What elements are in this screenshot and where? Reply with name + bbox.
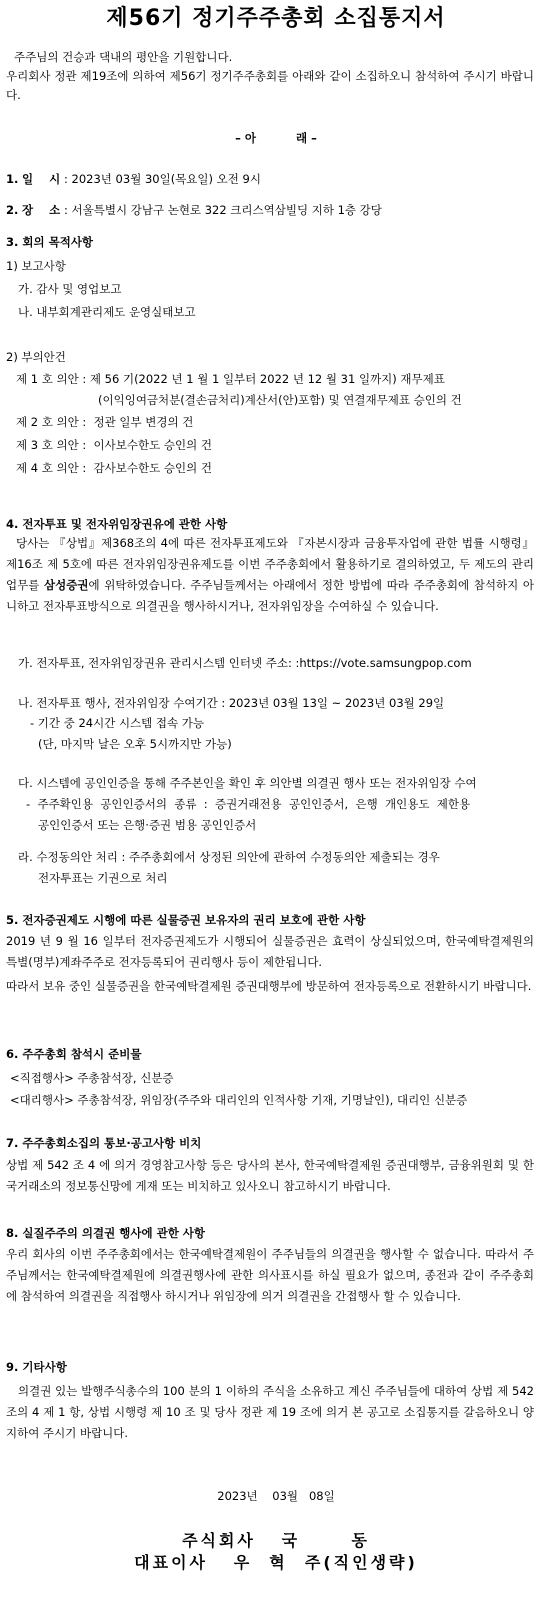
agenda-item-2: 제 2 호 의안 : 정관 일부 변경의 건 — [16, 415, 194, 429]
section-1-number: 1. — [6, 172, 19, 186]
agenda-item-1-cont: (이익잉여금처분(결손금처리)계산서(안)포함) 및 연결재무제표 승인의 건 — [98, 393, 462, 407]
agenda-item-4: 제 4 호 의안 : 감사보수한도 승인의 건 — [16, 461, 212, 475]
proxy-attendance-items: <대리행사> 주총참석장, 위임장(주주와 대리인의 인적사항 기재, 기명날인), 대리인 신분증 — [10, 1093, 468, 1107]
section-2-number: 2. — [6, 203, 19, 217]
section-7-heading: 7. 주주총회소집의 통보·공고사항 비치 — [6, 1136, 202, 1150]
section-4-heading: 4. 전자투표 및 전자위임장권유에 관한 사항 — [6, 517, 228, 531]
section-9-paragraph: 의결권 있는 발행주식총수의 100 분의 1 이하의 주식을 소유하고 계신 주주님들에 대하여 상법 제 542 조의 4 제 1 항, 상법 시행령 제 10 조 및 당사 정관 제 19 조에 의거 본 공고로 소집통지를 갈음하오니 양지하여 주시기 바랍니다. — [6, 1384, 534, 1440]
resolution-heading: 2) 부의안건 — [6, 350, 66, 364]
e-voting-item-ra: 라. 수정동의안 처리 : 주주총회에서 상정된 의안에 관하여 수정동의안 제출되는 경우 — [18, 850, 440, 864]
section-5-heading: 5. 전자증권제도 시행에 따른 실물증권 보유자의 권리 보호에 관한 사항 — [6, 913, 366, 927]
ceo-signature: 대표이사 우 혁 주(직인생략) — [134, 1553, 418, 1572]
e-voting-item-na: 나. 전자투표 행사, 전자위임장 수여기간 : 2023년 03월 13일 ~ 2023년 03월 29일 — [18, 696, 445, 710]
page-title: 제56기 정기주주총회 소집통지서 — [106, 6, 446, 31]
e-voting-item-ra-sub: 전자투표는 기권으로 처리 — [38, 871, 168, 885]
agent-name: 삼성증권 — [44, 578, 89, 592]
e-voting-item-na-sub: - 기간 중 24시간 시스템 접속 가능 — [30, 716, 205, 730]
company-name: 주식회사 국 동 — [182, 1531, 370, 1550]
section-5-paragraph-1: 2019 년 9 월 16 일부터 전자증권제도가 시행되어 실물증권은 효력이 상실되었으며, 한국예탁결제원의 특별(명부)계좌주주로 전자등록되어 권리행사 등이 제한됩니다. — [6, 934, 534, 969]
section-8-heading: 8. 실질주주의 의결권 행사에 관한 사항 — [6, 1226, 206, 1240]
greeting-line: 주주님의 건승과 댁내의 평안을 기원합니다. — [14, 50, 233, 64]
section-5-paragraph-2: 따라서 보유 중인 실물증권을 한국예탁결제원 증권대행부에 방문하여 전자등록으로 전환하시기 바랍니다. — [6, 979, 532, 993]
direct-attendance-items: <직접행사> 주총참석장, 신분증 — [10, 1071, 174, 1085]
greeting-paragraph: 우리회사 정관 제19조에 의하여 제56기 정기주주총회를 아래와 같이 소집하오니 참석하여 주시기 바랍니다. — [6, 69, 534, 102]
agenda-item-1: 제 1 호 의안 : 제 56 기(2022 년 1 월 1 일부터 2022 년 12 월 31 일까지) 재무제표 — [16, 372, 445, 386]
meeting-place: : 서울특별시 강남구 논현로 322 크리스역삼빌딩 지하 1층 강당 — [64, 203, 382, 217]
e-voting-paragraph — [6, 533, 534, 617]
agenda-item-3: 제 3 호 의안 : 이사보수한도 승인의 건 — [16, 438, 212, 452]
notice-date: 2023년 03월 08일 — [217, 1489, 335, 1503]
section-9-heading: 9. 기타사항 — [6, 1360, 67, 1374]
e-voting-item-na-note: (단, 마지막 날은 오후 5시까지만 가능) — [38, 737, 232, 751]
section-2-label: 장 소 — [22, 203, 61, 217]
e-voting-item-da-sub: - 주주확인용 공인인증서의 종류 : 증권거래전용 공인인증서, 은행 개인용도 제한용 — [26, 797, 471, 811]
e-voting-text-cont: 에 위탁하였습니다. 주주님들께서는 아래에서 정한 방법에 따라 주주총회에 참석하지 아니하고 전자투표방식으로 의결권을 행사하시거나, 전자위임장을 수여하실 수 있습니다. — [6, 578, 534, 613]
section-6-heading: 6. 주주총회 참석시 준비물 — [6, 1047, 142, 1061]
e-voting-item-ga: 가. 전자투표, 전자위임장권유 관리시스템 인터넷 주소: :https://vote.samsungpop.com — [18, 656, 472, 670]
report-heading: 1) 보고사항 — [6, 259, 66, 273]
e-voting-item-da: 다. 시스템에 공인인증을 통해 주주본인을 확인 후 의안별 의결권 행사 또는 전자위임장 수여 — [18, 776, 477, 790]
below-heading: – 아 래 – — [235, 131, 317, 145]
e-voting-text: 당사는 『상법』제368조의 4에 따른 전자투표제도와 『자본시장과 금융투자업에 관한 법률 시행령』제16조 제 5호에 따른 전자위임장권유제도를 이번 주주총회에서 활용하기로 결의하였고, 두 제도의 관리업무를 — [6, 536, 534, 592]
section-3-heading: 3. 회의 목적사항 — [6, 235, 94, 249]
section-1-label: 일 시 — [22, 172, 61, 186]
section-7-paragraph: 상법 제 542 조 4 에 의거 경영참고사항 등은 당사의 본사, 한국예탁결제원 증권대행부, 금융위원회 및 한국거래소의 정보통신망에 게재 또는 비치하고 있사오니 참고하시기 바랍니다. — [6, 1158, 534, 1193]
e-voting-item-da-sub-cont: 공인인증서 또는 은행·증권 범용 공인인증서 — [38, 818, 257, 832]
meeting-datetime: : 2023년 03월 30일(목요일) 오전 9시 — [64, 172, 261, 186]
section-8-paragraph: 우리 회사의 이번 주주총회에서는 한국예탁결제원이 주주님들의 의결권을 행사할 수 없습니다. 따라서 주주님께서는 한국예탁결제원에 의결권행사에 관한 의사표시를 하실 필요가 없으며, 종전과 같이 주주총회에 참석하여 의결권을 직접행사 하시거나 위임장에 의거 의결권을 간접행사 할 수 있습니다. — [6, 1247, 534, 1303]
report-item: 가. 감사 및 영업보고 — [18, 282, 122, 296]
report-item: 나. 내부회계관리제도 운영실태보고 — [18, 305, 196, 319]
